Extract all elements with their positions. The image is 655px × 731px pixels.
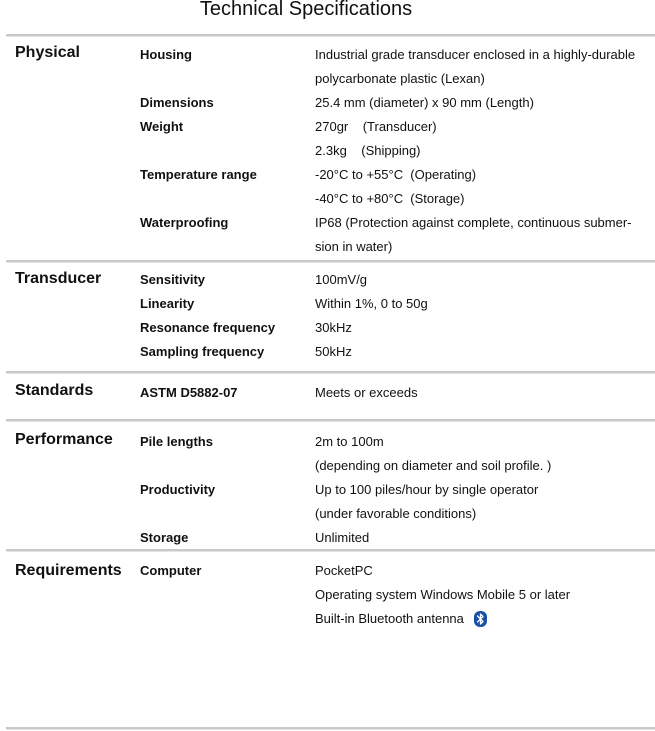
spec-weight: Weight bbox=[140, 119, 184, 134]
spec-value: Up to 100 piles/hour by single operator bbox=[315, 482, 539, 497]
section-divider bbox=[6, 549, 655, 552]
spec-value: PocketPC bbox=[315, 563, 373, 578]
page-title: Technical Specifications bbox=[199, 0, 413, 20]
spec-resonance-frequency: Resonance frequency bbox=[140, 320, 276, 335]
section-divider bbox=[6, 260, 655, 263]
spec-dimensions: Dimensions bbox=[140, 95, 214, 110]
spec-sensitivity: Sensitivity bbox=[140, 272, 206, 287]
spec-value: 2.3kg (Shipping) bbox=[315, 143, 421, 158]
spec-computer: Computer bbox=[140, 563, 202, 578]
spec-value: Unlimited bbox=[315, 530, 370, 545]
spec-value: Built-in Bluetooth antenna bbox=[315, 611, 464, 626]
section-divider bbox=[6, 419, 655, 422]
spec-value: 270gr (Transducer) bbox=[315, 119, 437, 134]
spec-value: 2m to 100m bbox=[315, 434, 384, 449]
spec-value: Operating system Windows Mobile 5 or later bbox=[315, 587, 571, 602]
spec-value-bluetooth-row bbox=[315, 609, 487, 629]
spec-value: -40°C to +80°C (Storage) bbox=[315, 191, 465, 206]
spec-temperature-range: Temperature range bbox=[140, 167, 257, 182]
category-standards: Standards bbox=[15, 382, 94, 399]
spec-pile-lengths: Pile lengths bbox=[140, 434, 213, 449]
spec-value: Industrial grade transducer enclosed in a highly-durable bbox=[315, 47, 636, 62]
spec-value: 50kHz bbox=[315, 344, 352, 359]
spec-housing: Housing bbox=[140, 47, 192, 62]
spec-value: IP68 (Protection against complete, continuous submer- bbox=[315, 215, 632, 230]
category-physical: Physical bbox=[15, 44, 80, 61]
spec-value: polycarbonate plastic (Lexan) bbox=[315, 71, 485, 86]
spec-sampling-frequency: Sampling frequency bbox=[140, 344, 265, 359]
spec-value: sion in water) bbox=[315, 239, 393, 254]
spec-value: -20°C to +55°C (Operating) bbox=[315, 167, 477, 182]
spec-storage: Storage bbox=[140, 530, 189, 545]
spec-value: (under favorable conditions) bbox=[315, 506, 477, 521]
spec-linearity: Linearity bbox=[140, 296, 195, 311]
category-requirements: Requirements bbox=[15, 562, 122, 579]
spec-value: Within 1%, 0 to 50g bbox=[315, 296, 428, 311]
category-performance: Performance bbox=[15, 431, 113, 448]
spec-waterproofing: Waterproofing bbox=[140, 215, 229, 230]
section-divider bbox=[6, 34, 655, 37]
bluetooth-icon bbox=[474, 611, 487, 627]
spec-value: 30kHz bbox=[315, 320, 352, 335]
category-transducer: Transducer bbox=[15, 270, 102, 287]
spec-value: (depending on diameter and soil profile. ) bbox=[315, 458, 552, 473]
spec-value: 100mV/g bbox=[315, 272, 368, 287]
section-divider bbox=[6, 371, 655, 374]
spec-value: 25.4 mm (diameter) x 90 mm (Length) bbox=[315, 95, 534, 110]
spec-value: Meets or exceeds bbox=[315, 385, 418, 400]
spec-astm: ASTM D5882-07 bbox=[140, 385, 238, 400]
spec-productivity: Productivity bbox=[140, 482, 216, 497]
section-divider bbox=[6, 727, 655, 730]
